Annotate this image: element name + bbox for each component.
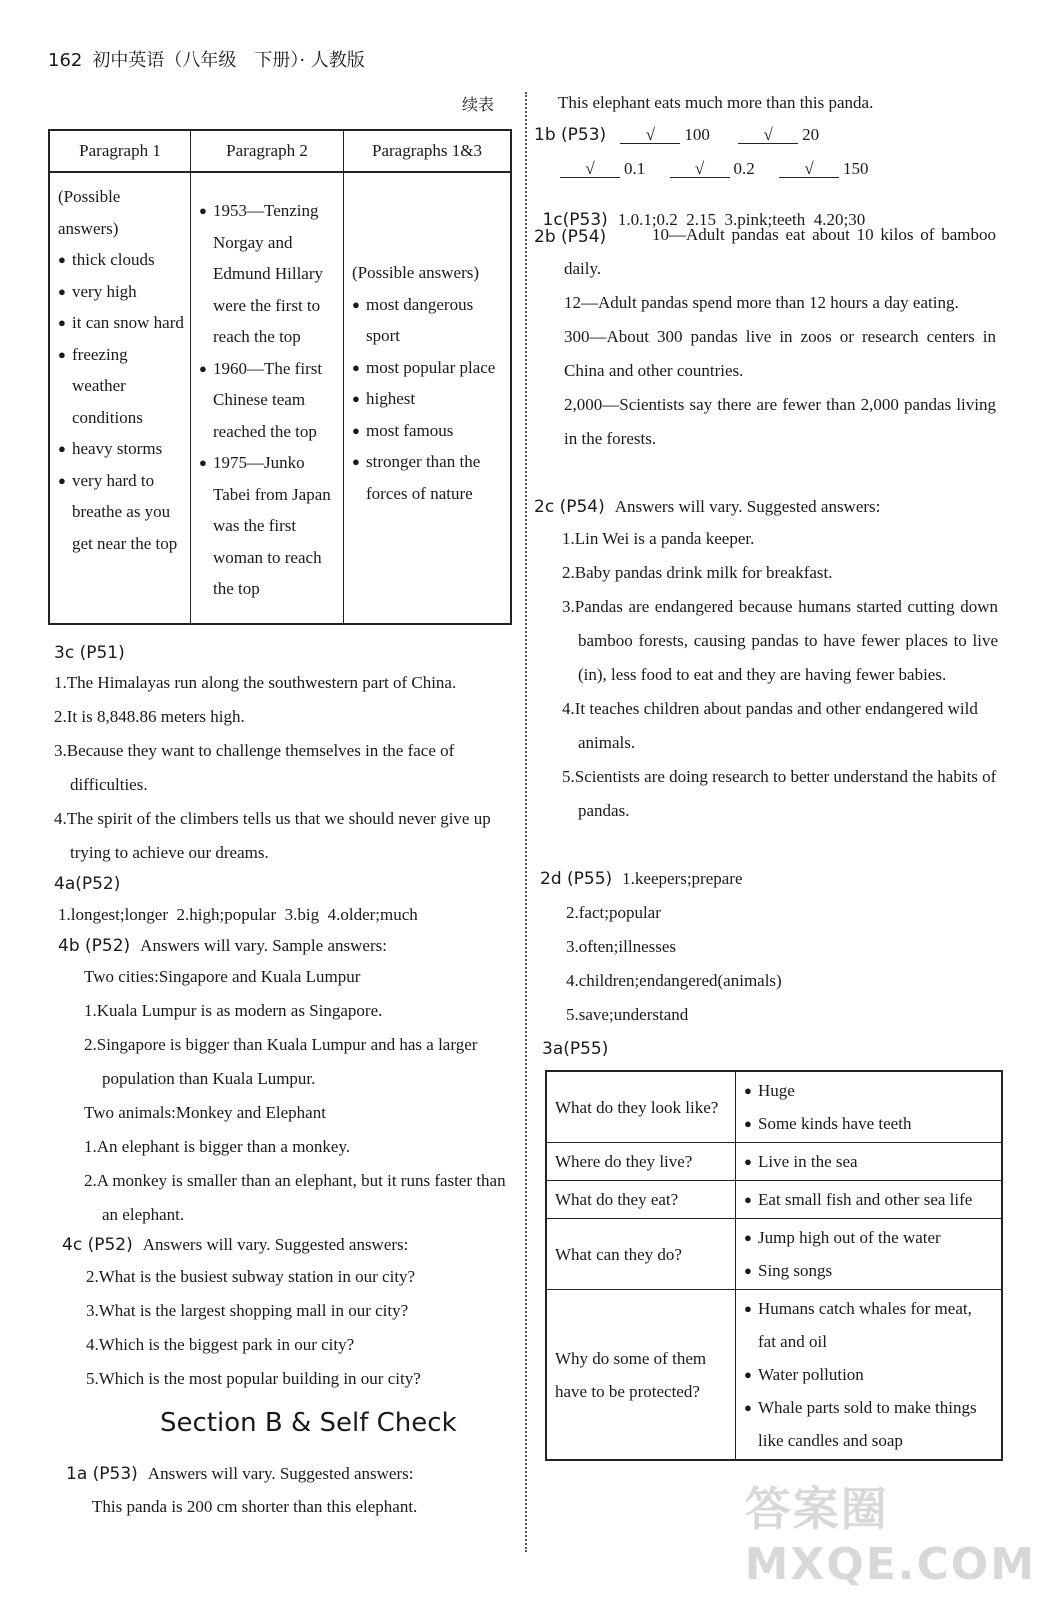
question-row-4c	[62, 1236, 408, 1254]
bullet-list	[744, 1183, 993, 1216]
question-label: 4c (P52)	[62, 1235, 133, 1255]
answer-line: 1.longest;longer 2.high;popular 3.big 4.older;much	[58, 905, 418, 924]
answer-line: 1.keepers;prepare	[622, 869, 743, 888]
bullet-list	[352, 289, 504, 510]
table-row	[546, 1219, 1002, 1290]
question-label: 2d (P55)	[540, 869, 613, 889]
bullet-item: ● Water pollution	[744, 1358, 993, 1391]
bullet-list	[744, 1074, 993, 1140]
question-label: 1b (P53)	[534, 125, 607, 145]
bullet-item: ● Some kinds have teeth	[744, 1107, 993, 1140]
answer-block-2d	[566, 896, 996, 1032]
bullet-item: ● 1953—Tenzing Norgay and Edmund Hillary were the first to reach the top	[199, 195, 337, 353]
check-value: 100	[684, 125, 710, 144]
answer-line: 10—Adult pandas eat about 10 kilos of bamboo daily.	[564, 225, 996, 278]
bullet-item: ● highest	[352, 383, 504, 415]
answer-line: 2.fact;popular	[566, 903, 661, 922]
check-value: 0.2	[733, 159, 755, 178]
bullet-list	[744, 1292, 993, 1457]
book-title: 初中英语（八年级 下册）· 人教版	[92, 50, 365, 71]
answer-line: This panda is 200 cm shorter than this elephant.	[92, 1497, 418, 1516]
answer-line: 2.Singapore is bigger than Kuala Lumpur and has a larger population than Kuala Lumpur.	[84, 1035, 478, 1088]
column-divider	[525, 92, 527, 1552]
answer-line: 3.Because they want to challenge themselves in the face of difficulties.	[54, 741, 455, 794]
answer-line: 5.Scientists are doing research to better understand the habits of pandas.	[562, 767, 997, 820]
answer-intro: Answers will vary. Suggested answers:	[147, 1464, 414, 1483]
answer-intro: Answers will vary. Suggested answers:	[614, 497, 881, 516]
answer-cell	[736, 1143, 1003, 1181]
bullet-item: ● Sing songs	[744, 1254, 993, 1287]
answer-block-2b	[564, 218, 996, 456]
answer-line: 1.0.1;0.2 2.15 3.pink;teeth 4.20;30	[617, 210, 866, 229]
answer-cell	[736, 1290, 1003, 1461]
question-row-4b	[58, 937, 387, 955]
bullet-item: ● most dangerous sport	[352, 289, 504, 352]
answer-line: 2.A monkey is smaller than an elephant, but it runs faster than an elephant.	[84, 1171, 506, 1224]
cell-intro: (Possible answers)	[352, 263, 480, 282]
watermark-text: MXQE.COM	[744, 1539, 1036, 1590]
answer-line: 4.children;endangered(animals)	[566, 971, 782, 990]
table-row	[546, 1181, 1002, 1219]
answer-intro: Answers will vary. Sample answers:	[140, 936, 387, 955]
bullet-list	[58, 244, 184, 559]
watermark-text: 答案圈	[744, 1482, 889, 1536]
answer-line: Two animals:Monkey and Elephant	[84, 1103, 326, 1122]
bullet-item: ● heavy storms	[58, 433, 184, 465]
table-cell	[49, 172, 191, 624]
answer-intro: Answers will vary. Suggested answers:	[142, 1235, 409, 1254]
question-label: 4a(P52)	[54, 874, 121, 894]
bullet-item: ● most popular place	[352, 352, 504, 384]
check-mark: √	[779, 160, 839, 178]
bullet-item: ● 1960—The first Chinese team reached the top	[199, 353, 337, 448]
bullet-item: ● Jump high out of the water	[744, 1221, 993, 1254]
question-label: 1a (P53)	[66, 1464, 138, 1484]
page-header	[48, 46, 365, 72]
whale-table	[545, 1070, 1003, 1461]
answer-block-3c	[54, 666, 518, 870]
question-label: 1c(P53)	[542, 210, 608, 230]
answer-line: 3.Pandas are endangered because humans started cutting down bamboo forests, causing pandas to have fewer places to live (in), less food to eat and they are having fewer babies.	[562, 597, 998, 684]
bullet-item: ● Whale parts sold to make things like candles and soap	[744, 1391, 993, 1457]
bullet-item: ● Live in the sea	[744, 1145, 993, 1178]
question-cell: What do they eat?	[546, 1181, 736, 1219]
bullet-list	[199, 195, 337, 605]
question-cell: What can they do?	[546, 1219, 736, 1290]
answer-line: 2.Baby pandas drink milk for breakfast.	[562, 563, 833, 582]
answer-line: 12—Adult pandas spend more than 12 hours a day eating.	[564, 293, 959, 312]
bullet-item: ● Eat small fish and other sea life	[744, 1183, 993, 1216]
question-row-1a	[66, 1465, 413, 1483]
answer-block-2c	[562, 522, 998, 828]
bullet-item: ● freezing weather conditions	[58, 339, 184, 434]
check-mark: √	[620, 126, 680, 144]
table-row	[546, 1143, 1002, 1181]
answer-line: 2.It is 8,848.86 meters high.	[54, 707, 245, 726]
table-cell	[191, 172, 344, 624]
bullet-item: ● Huge	[744, 1074, 993, 1107]
answer-line: 2.What is the busiest subway station in our city?	[86, 1267, 416, 1286]
question-cell: Why do some of them have to be protected?	[546, 1290, 736, 1461]
answer-line: 1.Lin Wei is a panda keeper.	[562, 529, 755, 548]
question-cell: Where do they live?	[546, 1143, 736, 1181]
table-header: Paragraphs 1&3	[344, 130, 512, 172]
bullet-list	[744, 1221, 993, 1287]
climbing-table	[48, 129, 512, 625]
watermark	[745, 1473, 1036, 1590]
answer-line: 5.Which is the most popular building in our city?	[86, 1369, 421, 1388]
bullet-item: ● most famous	[352, 415, 504, 447]
question-row-2d	[540, 870, 743, 888]
answer-cell	[736, 1071, 1003, 1143]
question-row-1b-cont	[560, 160, 869, 178]
bullet-list	[744, 1145, 993, 1178]
question-cell: What do they look like?	[546, 1071, 736, 1143]
question-row-1b	[534, 126, 819, 144]
answer-line: 2,000—Scientists say there are fewer than 2,000 pandas living in the forests.	[564, 395, 996, 448]
question-label: 2b (P54)	[534, 227, 607, 247]
check-mark: √	[560, 160, 620, 178]
answer-line: 4.Which is the biggest park in our city?	[86, 1335, 355, 1354]
bullet-item: ● 1975—Junko Tabei from Japan was the first woman to reach the top	[199, 447, 337, 605]
answer-line: This elephant eats much more than this panda.	[558, 93, 874, 112]
table-cell	[344, 172, 512, 624]
cell-intro: (Possible answers)	[58, 187, 121, 238]
answer-line: 1.The Himalayas run along the southwestern part of China.	[54, 673, 457, 692]
answer-line: 3.What is the largest shopping mall in our city?	[86, 1301, 409, 1320]
check-value: 150	[843, 159, 869, 178]
check-value: 0.1	[624, 159, 646, 178]
bullet-item: ● very high	[58, 276, 184, 308]
answer-line: 1.An elephant is bigger than a monkey.	[84, 1137, 351, 1156]
question-row-2c	[534, 498, 880, 516]
table-header: Paragraph 1	[49, 130, 191, 172]
page-number: 162	[48, 50, 83, 71]
answer-block-4b	[84, 960, 518, 1232]
answer-cell	[736, 1219, 1003, 1290]
check-mark: √	[738, 126, 798, 144]
question-label: 3a(P55)	[542, 1039, 609, 1059]
answer-line: 300—About 300 pandas live in zoos or research centers in China and other countries.	[564, 327, 996, 380]
bullet-item: ● stronger than the forces of nature	[352, 446, 504, 509]
answer-cell	[736, 1181, 1003, 1219]
table-header: Paragraph 2	[191, 130, 344, 172]
check-value: 20	[802, 125, 820, 144]
answer-line: 1.Kuala Lumpur is as modern as Singapore.	[84, 1001, 383, 1020]
bullet-item: ● it can snow hard	[58, 307, 184, 339]
answer-line: 4.It teaches children about pandas and other endangered wild animals.	[562, 699, 978, 752]
answer-line: Two cities:Singapore and Kuala Lumpur	[84, 967, 361, 986]
answer-line: 4.The spirit of the climbers tells us that we should never give up trying to achieve our dreams.	[54, 809, 491, 862]
bullet-item: ● Humans catch whales for meat, fat and oil	[744, 1292, 993, 1358]
table-row	[546, 1071, 1002, 1143]
continued-label: 续表	[462, 95, 495, 114]
section-title: Section B & Self Check	[160, 1408, 457, 1438]
check-mark: √	[670, 160, 730, 178]
question-label: 2c (P54)	[534, 497, 605, 517]
table-row	[546, 1290, 1002, 1461]
answer-block-4c	[86, 1260, 518, 1396]
bullet-item: ● thick clouds	[58, 244, 184, 276]
bullet-item: ● very hard to breathe as you get near the top	[58, 465, 184, 560]
answer-line: 5.save;understand	[566, 1005, 689, 1024]
question-label: 3c (P51)	[54, 643, 125, 663]
answer-line: 3.often;illnesses	[566, 937, 677, 956]
question-label: 4b (P52)	[58, 936, 131, 956]
